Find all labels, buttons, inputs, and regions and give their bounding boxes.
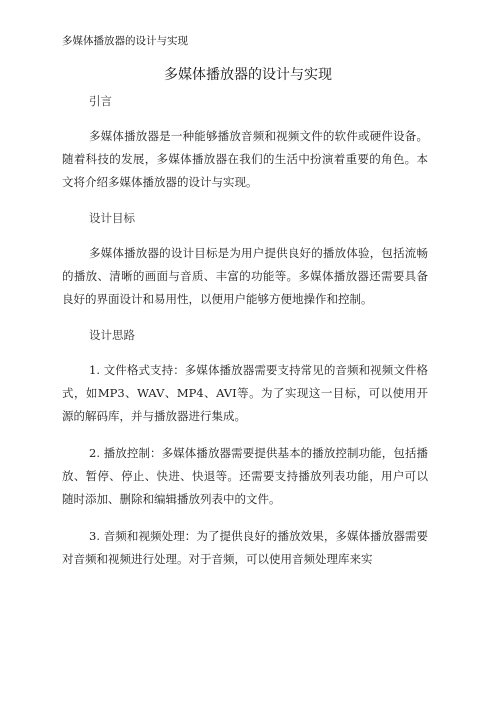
document-body [62,91,428,571]
document-title: 多媒体播放器的设计与实现 [164,67,332,83]
running-header: 多媒体播放器的设计与实现 [62,35,188,47]
paragraph-introduction: 多媒体播放器是一种能够播放音频和视频文件的软件或硬件设备。随着科技的发展，多媒体播放器在我们的生活中扮演着重要的角色。本文将介绍多媒体播放器的设计与实现。 [62,129,428,189]
section-heading-introduction: 引言 [89,94,112,108]
paragraph-file-format-support: 1. 文件格式支持：多媒体播放器需要支持常见的音频和视频文件格式，如MP3、WAV、MP4、AVI等。为了实现这一目标，可以使用开源的解码库，并与播放器进行集成。 [62,363,428,423]
section-heading-design-goals: 设计目标 [89,211,135,225]
paragraph-playback-control: 2. 播放控制：多媒体播放器需要提供基本的播放控制功能，包括播放、暂停、停止、快进、快退等。还需要支持播放列表功能，用户可以随时添加、删除和编辑播放列表中的文件。 [62,446,428,506]
section-heading-design-approach: 设计思路 [89,328,135,342]
paragraph-audio-video-processing: 3. 音频和视频处理：为了提供良好的播放效果，多媒体播放器需要对音频和视频进行处理。对于音频，可以使用音频处理库来实 [62,529,428,566]
paragraph-design-goals: 多媒体播放器的设计目标是为用户提供良好的播放体验，包括流畅的播放、清晰的画面与音质、丰富的功能等。多媒体播放器还需要具备良好的界面设计和易用性，以便用户能够方便地操作和控制。 [62,246,428,306]
